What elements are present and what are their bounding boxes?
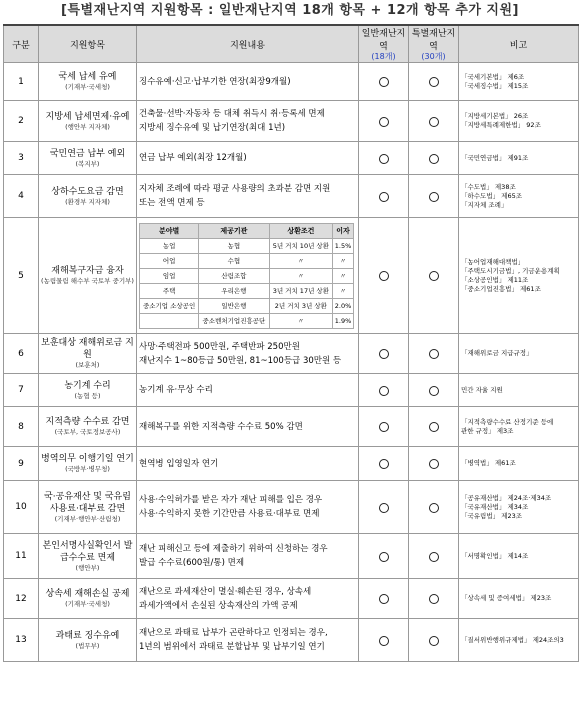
table-row xyxy=(4,334,579,374)
legal-basis xyxy=(459,101,579,142)
support-content xyxy=(137,534,359,579)
support-item-agency: (행안부 지자체) xyxy=(65,122,110,131)
loan-org: 중소벤처기업진흥공단 xyxy=(199,313,269,328)
loan-terms: 3년 거치 17년 상환 xyxy=(269,283,332,298)
special-mark xyxy=(409,101,459,142)
support-item-name: 병역의무 이행기일 연기 xyxy=(41,454,134,464)
header-item: 지원항목 xyxy=(39,25,137,63)
legal-basis xyxy=(459,175,579,218)
loan-rate: 〃 xyxy=(333,283,354,298)
circle-mark-icon xyxy=(379,117,389,127)
circle-mark-icon xyxy=(429,422,439,432)
loan-field xyxy=(140,313,199,328)
loan-terms: 2년 거치 3년 상환 xyxy=(269,298,332,313)
circle-mark-icon xyxy=(379,594,389,604)
legal-basis-line: 「병역법」 제61조 xyxy=(461,459,516,467)
support-item-agency: (기재부·국세청) xyxy=(65,83,110,91)
loan-field: 임업 xyxy=(140,268,199,283)
support-content xyxy=(137,142,359,175)
header-row xyxy=(4,25,579,63)
table-row xyxy=(4,579,579,619)
special-mark xyxy=(409,481,459,534)
loan-rate: 〃 xyxy=(333,253,354,268)
row-number: 2 xyxy=(4,101,39,142)
circle-mark-icon xyxy=(429,636,439,646)
support-item xyxy=(39,534,137,579)
table-row xyxy=(4,63,579,101)
loan-org: 농협 xyxy=(199,238,269,253)
legal-basis-line: 「지적측량수수료 산정기준 등에 xyxy=(461,417,554,426)
special-mark xyxy=(409,175,459,218)
support-item-name: 지방세 납세면제·유예 xyxy=(45,111,130,122)
loan-row xyxy=(140,253,354,268)
header-special-count: (30개) xyxy=(421,52,446,61)
content-line: 재난지수 1~80등급 50만원, 81~100등급 30만원 등 xyxy=(139,355,342,366)
circle-mark-icon xyxy=(379,154,389,164)
legal-basis-line: 「공유재산법」 제24조·제34조 xyxy=(461,493,552,502)
support-item-agency: (행안부) xyxy=(75,563,100,572)
table-row xyxy=(4,534,579,579)
support-item xyxy=(39,481,137,534)
general-mark xyxy=(359,334,409,374)
loan-field: 농업 xyxy=(140,238,199,253)
legal-basis-line: 「국민연금법」 제91조 xyxy=(461,153,529,162)
legal-basis xyxy=(459,619,579,662)
support-table xyxy=(3,24,579,662)
support-content xyxy=(137,579,359,619)
general-mark xyxy=(359,447,409,481)
support-content xyxy=(137,619,359,662)
table-row xyxy=(4,447,579,481)
loan-row xyxy=(140,313,354,328)
legal-basis-line: 「지방세기본법」 26조 xyxy=(461,112,529,120)
support-item-name: 국세 납세 유예 xyxy=(58,72,117,82)
header-special xyxy=(409,25,459,63)
support-content xyxy=(137,407,359,447)
support-item xyxy=(39,407,137,447)
circle-mark-icon xyxy=(379,271,389,281)
legal-basis-line: 「서명확인법」 제14조 xyxy=(461,551,529,560)
support-content xyxy=(137,447,359,481)
support-item-agency: (농협 등) xyxy=(74,391,101,400)
circle-mark-icon xyxy=(379,552,389,562)
loan-row xyxy=(140,268,354,283)
support-item xyxy=(39,101,137,142)
content-line: 과세가액에서 손실된 상속재산의 가액 공제 xyxy=(139,600,298,611)
table-row xyxy=(4,374,579,407)
special-mark xyxy=(409,334,459,374)
support-item-agency: (기재부·국세청) xyxy=(65,600,110,608)
header-content: 지원내용 xyxy=(137,25,359,63)
legal-basis xyxy=(459,579,579,619)
special-mark xyxy=(409,534,459,579)
circle-mark-icon xyxy=(429,503,439,513)
header-no: 구분 xyxy=(4,25,39,63)
row-number: 12 xyxy=(4,579,39,619)
circle-mark-icon xyxy=(429,192,439,202)
support-item xyxy=(39,447,137,481)
special-mark xyxy=(409,407,459,447)
support-item-name: 국민연금 납부 예외 xyxy=(49,148,126,159)
content-line: 지자체 조례에 따라 평균 사용량의 초과분 감면 지원 xyxy=(139,184,331,194)
table-row xyxy=(4,619,579,662)
row-number: 3 xyxy=(4,142,39,175)
support-item xyxy=(39,175,137,218)
circle-mark-icon xyxy=(379,386,389,396)
support-content xyxy=(137,101,359,142)
legal-basis-line: 「질서위반행위규제법」 제24조의3 xyxy=(461,635,564,644)
support-content xyxy=(137,218,359,334)
support-item-name: 과태료 징수유예 xyxy=(55,630,120,641)
support-content xyxy=(137,374,359,407)
content-line: 지방세 징수유예 및 납기연장(최대 1년) xyxy=(139,123,286,133)
legal-basis-line: 「주택도시기금법」, 기금운용계획 xyxy=(461,266,560,275)
legal-basis xyxy=(459,218,579,334)
legal-basis-line: 「지방세특례제한법」 92조 xyxy=(461,121,541,129)
row-number: 5 xyxy=(4,218,39,334)
loan-table xyxy=(139,223,354,329)
circle-mark-icon xyxy=(429,77,439,87)
support-item-agency: (법무부) xyxy=(75,641,100,650)
row-number: 10 xyxy=(4,481,39,534)
support-item-name: 상속세 재해손실 공제 xyxy=(45,589,130,599)
loan-rate: 〃 xyxy=(333,268,354,283)
table-row xyxy=(4,407,579,447)
table-row xyxy=(4,175,579,218)
content-line: 연금 납부 예외(최장 12개월) xyxy=(139,153,247,163)
support-item-agency: (국방부·병무청) xyxy=(65,465,110,473)
legal-basis-line: 「국유재산법」 제34조 xyxy=(461,502,529,511)
support-item-name: 본인서명사실확인서 발급수수료 면제 xyxy=(42,540,133,563)
row-number: 1 xyxy=(4,63,39,101)
loan-row xyxy=(140,298,354,313)
general-mark xyxy=(359,175,409,218)
loan-rate: 1.5% xyxy=(333,238,354,253)
legal-basis xyxy=(459,481,579,534)
table-row xyxy=(4,218,579,334)
circle-mark-icon xyxy=(379,192,389,202)
legal-basis-line: 관한 규정」 제3조 xyxy=(461,426,514,435)
loan-header: 상환조건 xyxy=(269,223,332,238)
support-item-agency: (기재부·행안부·산림청) xyxy=(54,514,121,523)
content-line: 재해복구를 위한 지적측량 수수료 50% 감면 xyxy=(139,421,303,432)
circle-mark-icon xyxy=(429,117,439,127)
support-item xyxy=(39,334,137,374)
support-item-agency: (복지부) xyxy=(75,159,100,168)
circle-mark-icon xyxy=(429,386,439,396)
content-line: 현역병 입영일자 연기 xyxy=(139,458,219,469)
circle-mark-icon xyxy=(429,594,439,604)
legal-basis-line: 「소상공인법」 제11조 xyxy=(461,275,529,284)
header-general xyxy=(359,25,409,63)
loan-row xyxy=(140,283,354,298)
legal-basis-line: 「중소기업진흥법」 제61조 xyxy=(461,284,541,293)
special-mark xyxy=(409,142,459,175)
general-mark xyxy=(359,142,409,175)
row-number: 6 xyxy=(4,334,39,374)
support-item-name: 국·공유재산 및 국유림 사용료·대부료 감면 xyxy=(44,491,131,514)
general-mark xyxy=(359,619,409,662)
content-line: 재난으로 과세재산이 멸실·훼손된 경우, 상속세 xyxy=(139,586,312,597)
legal-basis-line: 「상속세 및 증여세법」 제23조 xyxy=(461,594,552,602)
row-number: 4 xyxy=(4,175,39,218)
loan-org: 일반은행 xyxy=(199,298,269,313)
support-item xyxy=(39,619,137,662)
content-line: 발급 수수료(600원/통) 면제 xyxy=(139,558,245,568)
support-item xyxy=(39,63,137,101)
circle-mark-icon xyxy=(379,503,389,513)
special-mark xyxy=(409,619,459,662)
content-line: 건축물·선박·자동차 등 대체 취득시 취·등록세 면제 xyxy=(139,109,325,119)
special-mark xyxy=(409,374,459,407)
loan-terms: 5년 거치 10년 상환 xyxy=(269,238,332,253)
legal-basis-line: 「재해위로금 지급규정」 xyxy=(461,349,533,357)
content-line: 농기계 유·무상 수리 xyxy=(139,385,213,395)
loan-field: 중소기업 소상공인 xyxy=(140,298,199,313)
row-number: 8 xyxy=(4,407,39,447)
support-item-agency: (국토부, 국토정보공사) xyxy=(54,428,121,436)
loan-field: 주택 xyxy=(140,283,199,298)
circle-mark-icon xyxy=(429,271,439,281)
circle-mark-icon xyxy=(379,422,389,432)
legal-basis xyxy=(459,142,579,175)
general-mark xyxy=(359,63,409,101)
content-line: 징수유예·신고·납부기한 연장(최장9개월) xyxy=(139,76,291,87)
loan-header: 제공기관 xyxy=(199,223,269,238)
support-item-name: 재해복구자금 융자 xyxy=(51,266,124,276)
loan-terms: 〃 xyxy=(269,313,332,328)
support-item-name: 농기계 수리 xyxy=(64,380,111,391)
header-note: 비고 xyxy=(459,25,579,63)
special-mark xyxy=(409,579,459,619)
loan-header-row xyxy=(140,223,354,238)
header-special-label: 특별재난지역 xyxy=(411,29,456,52)
general-mark xyxy=(359,481,409,534)
loan-field: 어업 xyxy=(140,253,199,268)
special-mark xyxy=(409,447,459,481)
circle-mark-icon xyxy=(429,154,439,164)
general-mark xyxy=(359,579,409,619)
circle-mark-icon xyxy=(379,77,389,87)
loan-header: 이자 xyxy=(333,223,354,238)
loan-terms: 〃 xyxy=(269,268,332,283)
general-mark xyxy=(359,374,409,407)
support-item-name: 보훈대상 재해위로금 지원 xyxy=(41,338,134,360)
row-number: 7 xyxy=(4,374,39,407)
circle-mark-icon xyxy=(379,459,389,469)
support-item-agency: (농림물림 해수부 국토부 중기부) xyxy=(41,277,134,285)
support-item-agency: (환경부 지자체) xyxy=(65,197,110,206)
table-row xyxy=(4,101,579,142)
loan-rate: 1.9% xyxy=(333,313,354,328)
support-item xyxy=(39,374,137,407)
circle-mark-icon xyxy=(429,349,439,359)
loan-row xyxy=(140,238,354,253)
general-mark xyxy=(359,218,409,334)
row-number: 13 xyxy=(4,619,39,662)
row-number: 9 xyxy=(4,447,39,481)
support-content xyxy=(137,63,359,101)
support-content xyxy=(137,175,359,218)
legal-basis-line: 「수도법」 제38조 xyxy=(461,182,516,191)
legal-basis xyxy=(459,447,579,481)
legal-basis-line: 민간 자율 지원 xyxy=(461,385,503,394)
general-mark xyxy=(359,101,409,142)
legal-basis xyxy=(459,534,579,579)
header-general-count: (18개) xyxy=(371,52,396,61)
table-row xyxy=(4,142,579,175)
loan-rate: 2.0% xyxy=(333,298,354,313)
legal-basis xyxy=(459,407,579,447)
page-title: [특별재난지역 지원항목 : 일반재난지역 18개 항목 + 12개 항목 추가 지원] xyxy=(61,3,519,18)
legal-basis-line: 「국유림법」 제23조 xyxy=(461,511,523,520)
special-mark xyxy=(409,63,459,101)
support-item xyxy=(39,218,137,334)
header-general-label: 일반재난지역 xyxy=(361,29,406,52)
legal-basis-line: 「하수도법」 제65조 xyxy=(461,191,523,200)
circle-mark-icon xyxy=(379,349,389,359)
support-item-name: 지적측량 수수료 감면 xyxy=(45,417,130,427)
legal-basis-line: 「국세기본법」 제6조 xyxy=(461,72,525,81)
legal-basis xyxy=(459,374,579,407)
circle-mark-icon xyxy=(379,636,389,646)
content-line: 재난으로 과태료 납부가 곤란하다고 인정되는 경우, xyxy=(139,628,328,638)
legal-basis-line: 「국세징수법」 제15조 xyxy=(461,81,529,90)
row-number: 11 xyxy=(4,534,39,579)
support-content xyxy=(137,481,359,534)
loan-header: 분야별 xyxy=(140,223,199,238)
support-content xyxy=(137,334,359,374)
legal-basis-line: 「지자체 조례」 xyxy=(461,200,508,209)
legal-basis xyxy=(459,334,579,374)
loan-org: 산림조합 xyxy=(199,268,269,283)
content-line: 재난 피해신고 등에 제출하기 위하여 신청하는 경우 xyxy=(139,544,328,554)
circle-mark-icon xyxy=(429,552,439,562)
legal-basis xyxy=(459,63,579,101)
general-mark xyxy=(359,534,409,579)
general-mark xyxy=(359,407,409,447)
support-item-name: 상하수도요금 감면 xyxy=(51,186,124,197)
legal-basis-line: 「농어업재해대책법」 xyxy=(461,257,525,266)
loan-org: 우리은행 xyxy=(199,283,269,298)
table-row xyxy=(4,481,579,534)
support-item-agency: (보훈처) xyxy=(75,361,100,369)
circle-mark-icon xyxy=(429,459,439,469)
content-line: 또는 전액 면제 등 xyxy=(139,198,205,208)
support-item xyxy=(39,579,137,619)
support-item xyxy=(39,142,137,175)
content-line: 1년의 범위에서 과태료 분할납부 및 납부기일 연기 xyxy=(139,642,325,652)
loan-terms: 〃 xyxy=(269,253,332,268)
loan-org: 수협 xyxy=(199,253,269,268)
content-line: 사용·수익하지 못한 기간만큼 사용료·대부료 면제 xyxy=(139,509,320,519)
special-mark xyxy=(409,218,459,334)
content-line: 사망·주택전파 500만원, 주택반파 250만원 xyxy=(139,341,300,352)
content-line: 사용·수익허가를 받은 자가 재난 피해를 입은 경우 xyxy=(139,495,323,505)
